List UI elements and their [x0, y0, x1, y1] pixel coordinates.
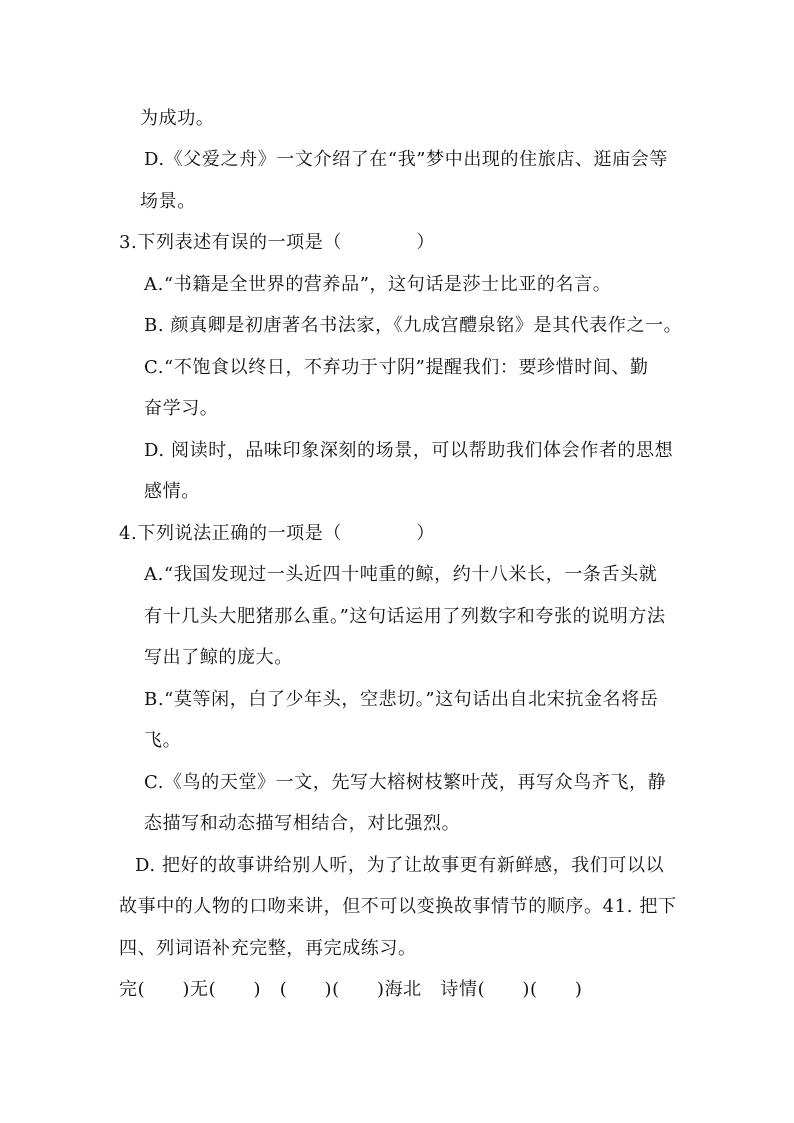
q4-option-a-line2: 有十几头大肥猪那么重。”这句话运用了列数字和夸张的说明方法: [144, 606, 666, 627]
q4-option-a-line3: 写出了鲸的庞大。: [144, 647, 293, 668]
q4-option-b-line1: B.“莫等闲，白了少年头，空悲切。”这句话出自北宋抗金名将岳: [144, 689, 659, 710]
q3-option-c-line1: C.“不饱食以终日，不弃功于寸阴”提醒我们：要珍惜时间、勤: [144, 357, 649, 378]
fill-blank-line: 完( )无( ) ( )( )海北 诗情( )( ): [119, 979, 583, 1000]
q4-stem: 4.下列说法正确的一项是（ ）: [119, 523, 435, 544]
q3-option-a: A.“书籍是全世界的营养品”，这句话是莎士比亚的名言。: [144, 274, 612, 295]
q2-option-c-continuation: 为成功。: [140, 108, 215, 129]
section-four-heading: 四、列词语补充完整，再完成练习。: [119, 938, 417, 959]
q3-option-c-line2: 奋学习。: [144, 398, 219, 419]
q2-option-d-line1: D.《父爱之舟》一文介绍了在“我”梦中出现的住旅店、逛庙会等: [144, 149, 668, 170]
q4-option-d-line1: D. 把好的故事讲给别人听，为了让故事更有新鲜感，我们可以以: [135, 855, 665, 876]
q3-stem: 3.下列表述有误的一项是（ ）: [119, 232, 435, 253]
q4-option-b-line2: 飞。: [144, 730, 182, 751]
q4-option-a-line1: A.“我国发现过一头近四十吨重的鲸，约十八米长，一条舌头就: [144, 564, 658, 585]
q4-option-d-line2: 故事中的人物的口吻来讲，但不可以变换故事情节的顺序。41. 把下: [119, 896, 677, 917]
q3-option-d-line2: 感情。: [144, 481, 200, 502]
q3-option-d-line1: D. 阅读时，品味印象深刻的场景，可以帮助我们体会作者的思想: [144, 440, 674, 461]
q4-option-c-line2: 态描写和动态描写相结合，对比强烈。: [144, 813, 461, 834]
q4-option-c-line1: C.《鸟的天堂》一文，先写大榕树枝繁叶茂，再写众鸟齐飞，静: [144, 772, 667, 793]
q2-option-d-line2: 场景。: [140, 191, 196, 212]
q3-option-b: B. 颜真卿是初唐著名书法家，《九成宫醴泉铭》是其代表作之一。: [144, 315, 683, 336]
